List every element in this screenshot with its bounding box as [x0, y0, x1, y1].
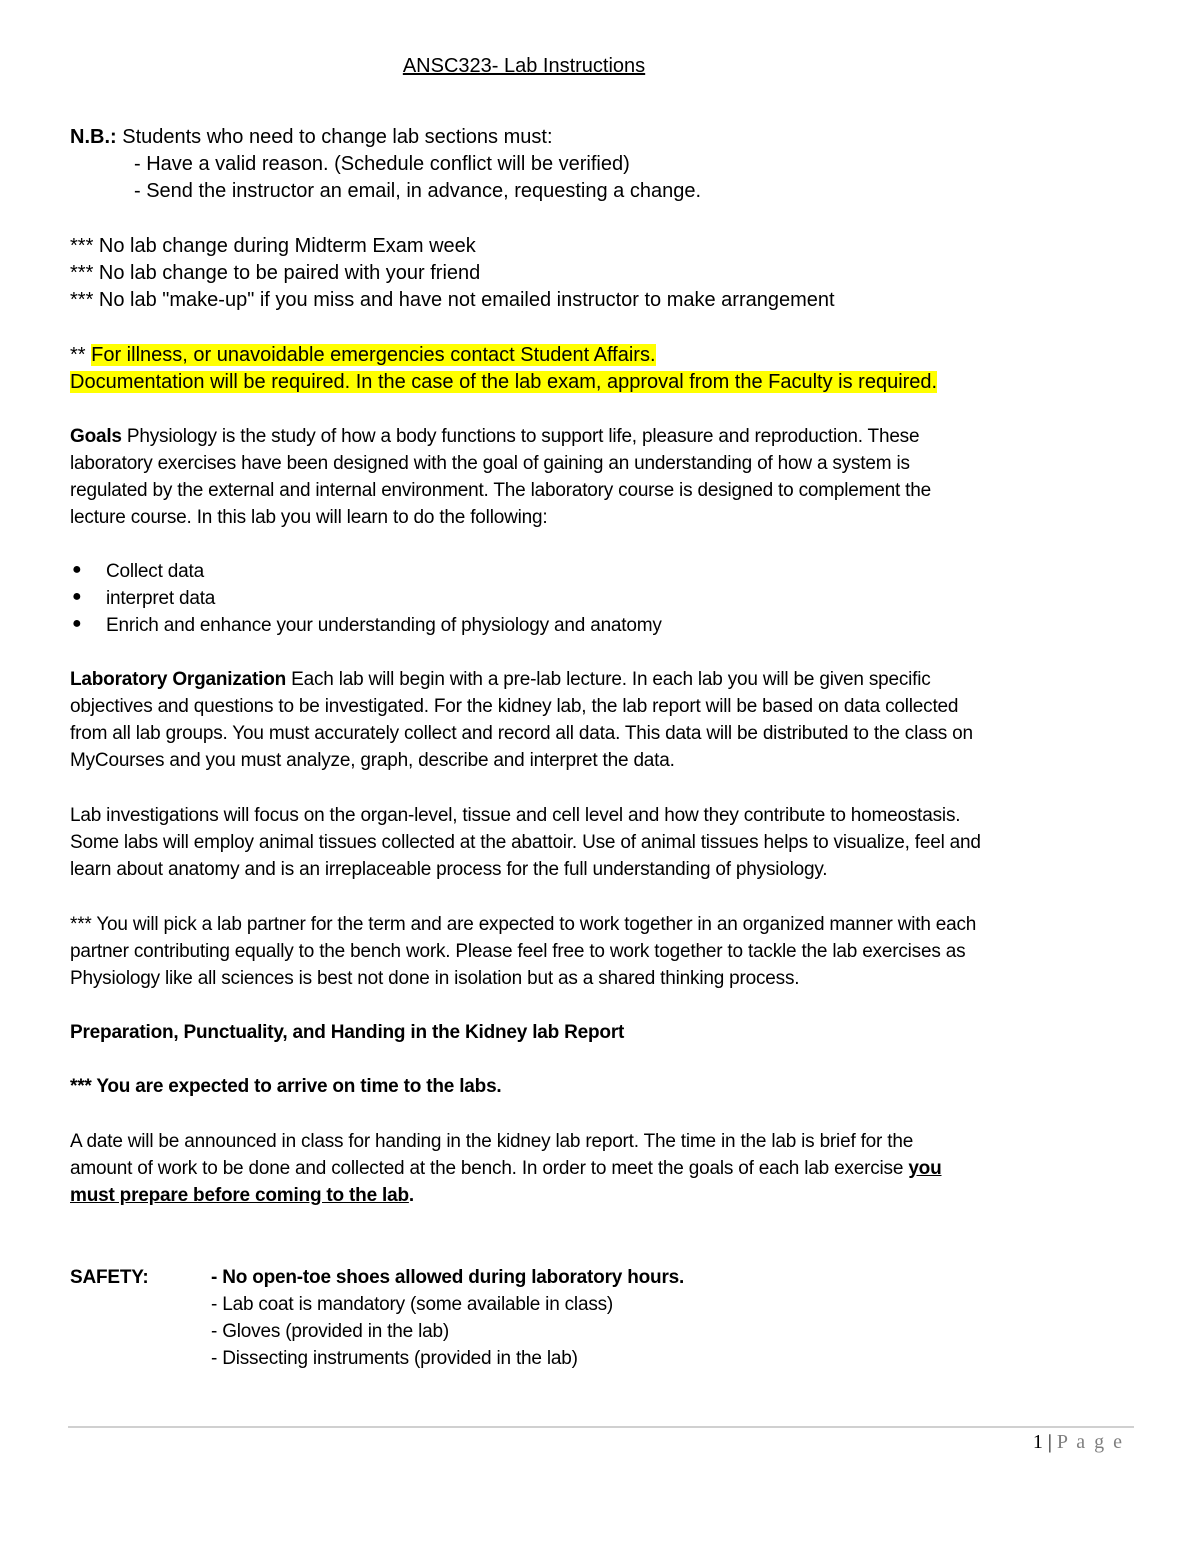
- nb-label: N.B.:: [70, 126, 117, 148]
- goals-text: regulated by the external and internal environment. The laboratory course is designed to complement the: [70, 480, 931, 501]
- partner-text: partner contributing equally to the bench work. Please feel free to work together to tackle the lab exercises as: [70, 941, 966, 962]
- illness-prefix: **: [70, 344, 92, 366]
- organization-text: objectives and questions to be investigated. For the kidney lab, the lab report will be based on data collected: [70, 696, 959, 717]
- prep-emphasis: you: [908, 1158, 942, 1179]
- investigations-text: Some labs will employ animal tissues collected at the abattoir. Use of animal tissues helps to visualize, feel and: [70, 832, 981, 853]
- partner-text: Physiology like all sciences is best not done in isolation but as a shared thinking process.: [70, 968, 800, 989]
- safety-item: - Lab coat is mandatory (some available in class): [211, 1294, 614, 1315]
- prep-text-line: [70, 1182, 414, 1209]
- bullet-item: Enrich and enhance your understanding of physiology and anatomy: [106, 615, 662, 636]
- organization-line: [70, 666, 931, 693]
- safety-item: - No open-toe shoes allowed during laboratory hours.: [211, 1267, 685, 1288]
- nb-item: - Send the instructor an email, in advance, requesting a change.: [134, 180, 702, 202]
- prep-text: amount of work to be done and collected at the bench. In order to meet the goals of each lab exercise: [70, 1158, 909, 1179]
- rule-line: *** No lab change to be paired with your friend: [70, 262, 481, 284]
- organization-label: Laboratory Organization: [70, 669, 287, 690]
- illness-highlight: For illness, or unavoidable emergencies contact Student Affairs.: [91, 344, 656, 366]
- page-footer: [1033, 1431, 1124, 1454]
- page-number: 1: [1032, 1431, 1043, 1453]
- rule-line: *** No lab "make-up" if you miss and have not emailed instructor to make arrangement: [70, 289, 835, 311]
- prep-text-line: [70, 1155, 942, 1182]
- prep-ontime: *** You are expected to arrive on time to the labs.: [70, 1076, 502, 1097]
- safety-label: SAFETY:: [70, 1267, 149, 1288]
- bullet-icon: ●: [72, 561, 82, 578]
- organization-text: Each lab will begin with a pre-lab lecture. In each lab you will be given specific: [286, 669, 931, 690]
- bullet-item: Collect data: [106, 561, 204, 582]
- goals-line: [70, 423, 919, 450]
- bullet-item: interpret data: [106, 588, 216, 609]
- nb-item: - Have a valid reason. (Schedule conflict will be verified): [134, 153, 630, 175]
- organization-text: MyCourses and you must analyze, graph, describe and interpret the data.: [70, 750, 675, 771]
- goals-text: lecture course. In this lab you will learn to do the following:: [70, 507, 548, 528]
- rule-line: *** No lab change during Midterm Exam week: [70, 235, 476, 257]
- bullet-icon: ●: [72, 615, 82, 632]
- bullet-icon: ●: [72, 588, 82, 605]
- investigations-text: learn about anatomy and is an irreplaceable process for the full understanding of physiology.: [70, 859, 828, 880]
- safety-item: - Gloves (provided in the lab): [211, 1321, 449, 1342]
- investigations-text: Lab investigations will focus on the organ-level, tissue and cell level and how they contribute to homeostasis.: [70, 805, 961, 826]
- footer-separator: |: [1042, 1431, 1057, 1453]
- prep-emphasis: must prepare before coming to the lab: [70, 1185, 409, 1206]
- nb-line: [70, 124, 553, 151]
- goals-text: laboratory exercises have been designed with the goal of gaining an understanding of how a system is: [70, 453, 910, 474]
- goals-text: Physiology is the study of how a body functions to support life, pleasure and reproduction. These: [121, 426, 920, 447]
- page-label: P a g e: [1056, 1431, 1124, 1453]
- goals-label: Goals: [70, 426, 122, 447]
- partner-text: *** You will pick a lab partner for the term and are expected to work together in an organized manner with each: [70, 914, 977, 935]
- illness-line: [70, 369, 937, 396]
- illness-highlight: Documentation will be required. In the case of the lab exam, approval from the Faculty is required.: [70, 371, 938, 393]
- illness-line: [70, 342, 656, 369]
- nb-lead: Students who need to change lab sections must:: [116, 126, 553, 148]
- safety-item: - Dissecting instruments (provided in the lab): [211, 1348, 578, 1369]
- prep-text: A date will be announced in class for handing in the kidney lab report. The time in the lab is brief for the: [70, 1131, 914, 1152]
- organization-text: from all lab groups. You must accurately collect and record all data. This data will be distributed to the class on: [70, 723, 973, 744]
- prep-text: .: [408, 1185, 414, 1206]
- document-title: ANSC323- Lab Instructions: [402, 55, 646, 77]
- prep-heading: Preparation, Punctuality, and Handing in the Kidney lab Report: [70, 1022, 625, 1043]
- footer-rule: [68, 1426, 1134, 1428]
